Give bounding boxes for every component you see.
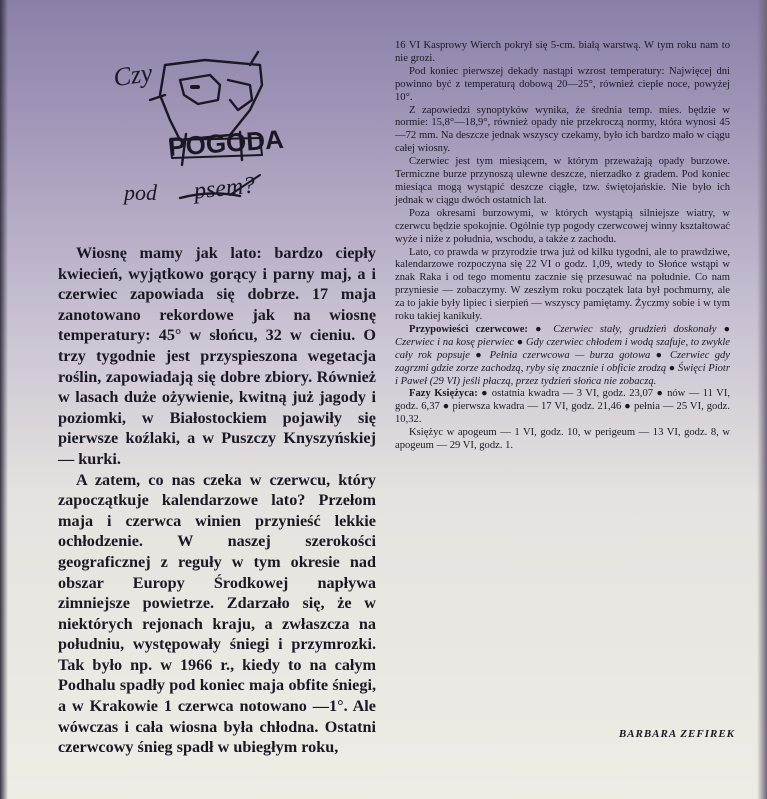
scan-edge-left: [0, 0, 8, 799]
right-paragraph-4: Czerwiec jest tym miesiącem, w którym przeważają opady burzowe. Termiczne burze przynoszą ulewne deszcze, nierzadko z gradem. Pod koniec miesiąca mogą wystąpić deszcze ciągłe, tzw. świętojańskie. Nie było ich jednak w ciągu dwóch ostatnich lat.: [395, 156, 730, 206]
scan-edge-right: [757, 0, 767, 799]
left-paragraph-2: A zatem, co nas czeka w czerwcu, który zapoczątkuje kalendarzowe lato? Przełom maja i czerwca winien przynieść lekkie ochłodzenie. W naszej szerokości geograficznej z reguły w tym okresie nad obszar Europy Środkowej napływa zimniejsze powietrze. Zdarzało się, że w niektórych rejonach kraju, a zwłaszcza na południu, występowały śniegi i przymrozki. Tak było np. w 1966 r., kiedy to na całym Podhalu spadły pod koniec maja obfite śniegi, a w Krakowie 1 czerwca notowano —1°. Ale wówczas i cała wiosna była chłodna. Ostatni czerwcowy śnieg spadł w ubiegłym roku,: [58, 470, 376, 757]
right-paragraph-1: 16 VI Kasprowy Wierch pokrył się 5-cm. białą warstwą. W tym roku nam to nie grozi.: [395, 40, 730, 64]
right-paragraph-5: Poza okresami burzowymi, w których wystąpią silniejsze wiatry, w czerwcu będzie spokojnie. Ogólnie typ pogody czerwcowej winny kształtować wyże i niże z południa, wschodu, a także z zachodu.: [395, 207, 730, 245]
moon-phases: [395, 388, 730, 427]
moon-apogee-perigee: Księżyc w apogeum — 1 VI, godz. 10, w perigeum — 13 VI, godz. 8, w apogeum — 29 VI, godz. 1.: [395, 427, 730, 452]
pogoda-logo-illustration: [110, 40, 290, 210]
sayings-heading: Przypowieści czerwcowe:: [409, 323, 528, 335]
author-byline: BARBARA ZEFIREK: [618, 728, 735, 740]
sayings-text: ● Czerwiec stały, grudzień doskonały ● Czerwiec i na kosę pierwiec ● Gdy czerwiec chłodem i wodą szafuje, to zwykle cały rok popsuje ● Pełnia czerwcowa — burza gotowa ● Czerwiec gdy zagrzmi gdzie zorze zachodzą, ryby się znacznie i obficie zrodzą ● Święci Piotr i Paweł (29 VI) jeśli płaczą, przez tydzień słońca nie zobaczą.: [395, 323, 730, 387]
article-left-column: [58, 243, 376, 758]
left-paragraph-1: Wiosnę mamy jak lato: bardzo ciepły kwiecień, wyjątkowo gorący i parny maj, a i czerwiec zapowiada się dobrze. 17 maja zanotowano rekordowe jak na wiosnę temperatury: 45° w słońcu, 32 w cieniu. O trzy tygodnie jest przyspieszona wegetacja roślin, zapowiadają się dobre zbiory. Również w lasach duże ożywienie, kwitną już jagody i poziomki, w Białostockiem pojawiły się pierwsze koźlaki, a w Puszczy Knyszyńskiej — kurki.: [58, 244, 376, 468]
moon-phases-text: ● ostatnia kwadra — 3 VI, godz. 23,07 ● nów — 11 VI, godz. 6,37 ● pierwsza kwadra — 17 VI, godz. 21,46 ● pełnia — 25 VI, godz. 10,32.: [395, 388, 731, 426]
logo-text-pod: pod: [124, 180, 157, 205]
moon-phases-heading: Fazy Księżyca:: [409, 388, 478, 400]
logo-text-czy: Czy: [111, 57, 155, 93]
right-paragraph-6: Lato, co prawda w przyrodzie trwa już od kilku tygodni, ale to prawdziwe, kalendarzowe rozpoczyna się 22 VI o godz. 1,09, wtedy to Słońce wstąpi w znak Raka i od tego momentu zacznie się przesuwać na południe. Co nam przyniesie — zobaczymy. W zeszłym roku początek lata był pochmurny, ale za to jakie były lipiec i sierpień — wszyscy pamiętamy. Życzmy sobie i w tym roku takiej kanikuły.: [395, 246, 730, 323]
right-paragraph-2: Pod koniec pierwszej dekady nastąpi wzrost temperatury: Najwięcej dni powinno być z temperaturą dobową 20—25°, również ciepłe noce, powyżej 10°.: [395, 65, 730, 103]
article-right-column: [395, 40, 730, 453]
logo-text-pogoda: POGODA: [167, 123, 285, 162]
logo-text-psem: psem?: [192, 172, 257, 205]
june-sayings: [395, 324, 730, 389]
right-paragraph-3: Z zapowiedzi synoptyków wynika, że średnia temp. mies. będzie w normie: 15,8°—18,9°, również opady nie przekroczą normy, która wynosi 45—72 mm. Na deszcze jednak wszyscy czekamy, było ich bardzo mało w ciągu całej wiosny.: [395, 104, 730, 155]
